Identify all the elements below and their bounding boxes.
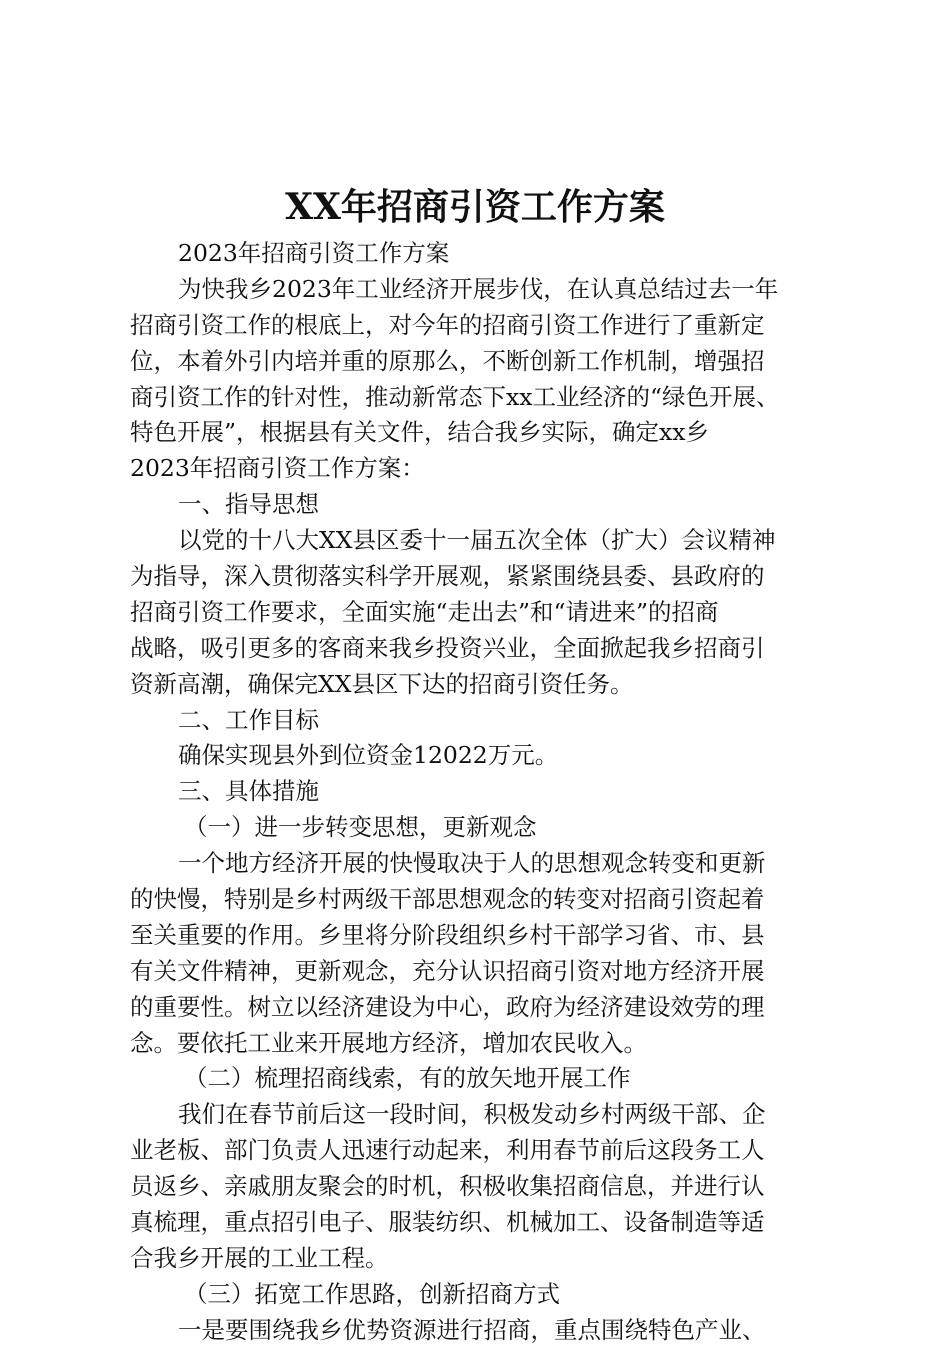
text-line: 以党的十八大XX县区委十一届五次全体（扩大）会议精神 (178, 526, 776, 555)
text-line: 商引资工作的针对性，推动新常态下xx工业经济的“绿色开展、 (130, 382, 780, 411)
text-line: 员返乡、亲戚朋友聚会的时机，积极收集招商信息，并进行认 (130, 1172, 765, 1201)
text-line: 一、指导思想 (178, 490, 319, 519)
text-line: 真梳理，重点招引电子、服装纺织、机械加工、设备制造等适 (130, 1208, 765, 1237)
text-line: 招商引资工作要求，全面实施“走出去”和“请进来”的招商 (130, 597, 719, 626)
text-line: （二）梳理招商线索，有的放矢地开展工作 (184, 1064, 631, 1093)
text-line: 有关文件精神，更新观念，充分认识招商引资对地方经济开展 (130, 956, 765, 985)
text-line: 为指导，深入贯彻落实科学开展观，紧紧围绕县委、县政府的 (130, 562, 765, 591)
text-line: 我们在春节前后这一段时间，积极发动乡村两级干部、企 (178, 1100, 766, 1129)
text-line: 合我乡开展的工业工程。 (130, 1243, 389, 1272)
text-line: 一个地方经济开展的快慢取决于人的思想观念转变和更新 (178, 849, 766, 878)
text-line: 2023年招商引资工作方案 (178, 239, 450, 267)
text-line: 2023年招商引资工作方案： (130, 454, 425, 483)
document-title: XX年招商引资工作方案 (285, 186, 665, 228)
text-line: （一）进一步转变思想，更新观念 (184, 813, 537, 842)
text-line: 战略，吸引更多的客商来我乡投资兴业，全面掀起我乡招商引 (130, 633, 765, 662)
document-body (130, 236, 842, 1349)
text-line: 二、工作目标 (178, 705, 319, 734)
text-line: 的快慢，特别是乡村两级干部思想观念的转变对招商引资起着 (130, 885, 765, 914)
text-line: （三）拓宽工作思路，创新招商方式 (184, 1279, 560, 1308)
text-line: 念。要依托工业来开展地方经济，增加农民收入。 (130, 1028, 647, 1057)
text-line: 确保实现县外到位资金12022万元。 (178, 741, 559, 770)
text-line: 资新高潮，确保完XX县区下达的招商引资任务。 (130, 669, 634, 698)
text-line: 位，本着外引内培并重的原那么，不断创新工作机制，增强招 (130, 346, 765, 375)
text-line: 特色开展”，根据县有关文件，结合我乡实际，确定xx乡 (130, 418, 710, 447)
text-line: 为快我乡2023年工业经济开展步伐，在认真总结过去一年 (178, 274, 779, 303)
text-line: 一是要围绕我乡优势资源进行招商，重点围绕特色产业、 (178, 1315, 766, 1344)
text-line: 的重要性。树立以经济建设为中心，政府为经济建设效劳的理 (130, 992, 765, 1021)
text-line: 招商引资工作的根底上，对今年的招商引资工作进行了重新定 (130, 310, 765, 339)
text-line: 至关重要的作用。乡里将分阶段组织乡村干部学习省、市、县 (130, 920, 765, 949)
text-line: 业老板、部门负责人迅速行动起来，利用春节前后这段务工人 (130, 1136, 765, 1165)
text-line: 三、具体措施 (178, 777, 319, 806)
